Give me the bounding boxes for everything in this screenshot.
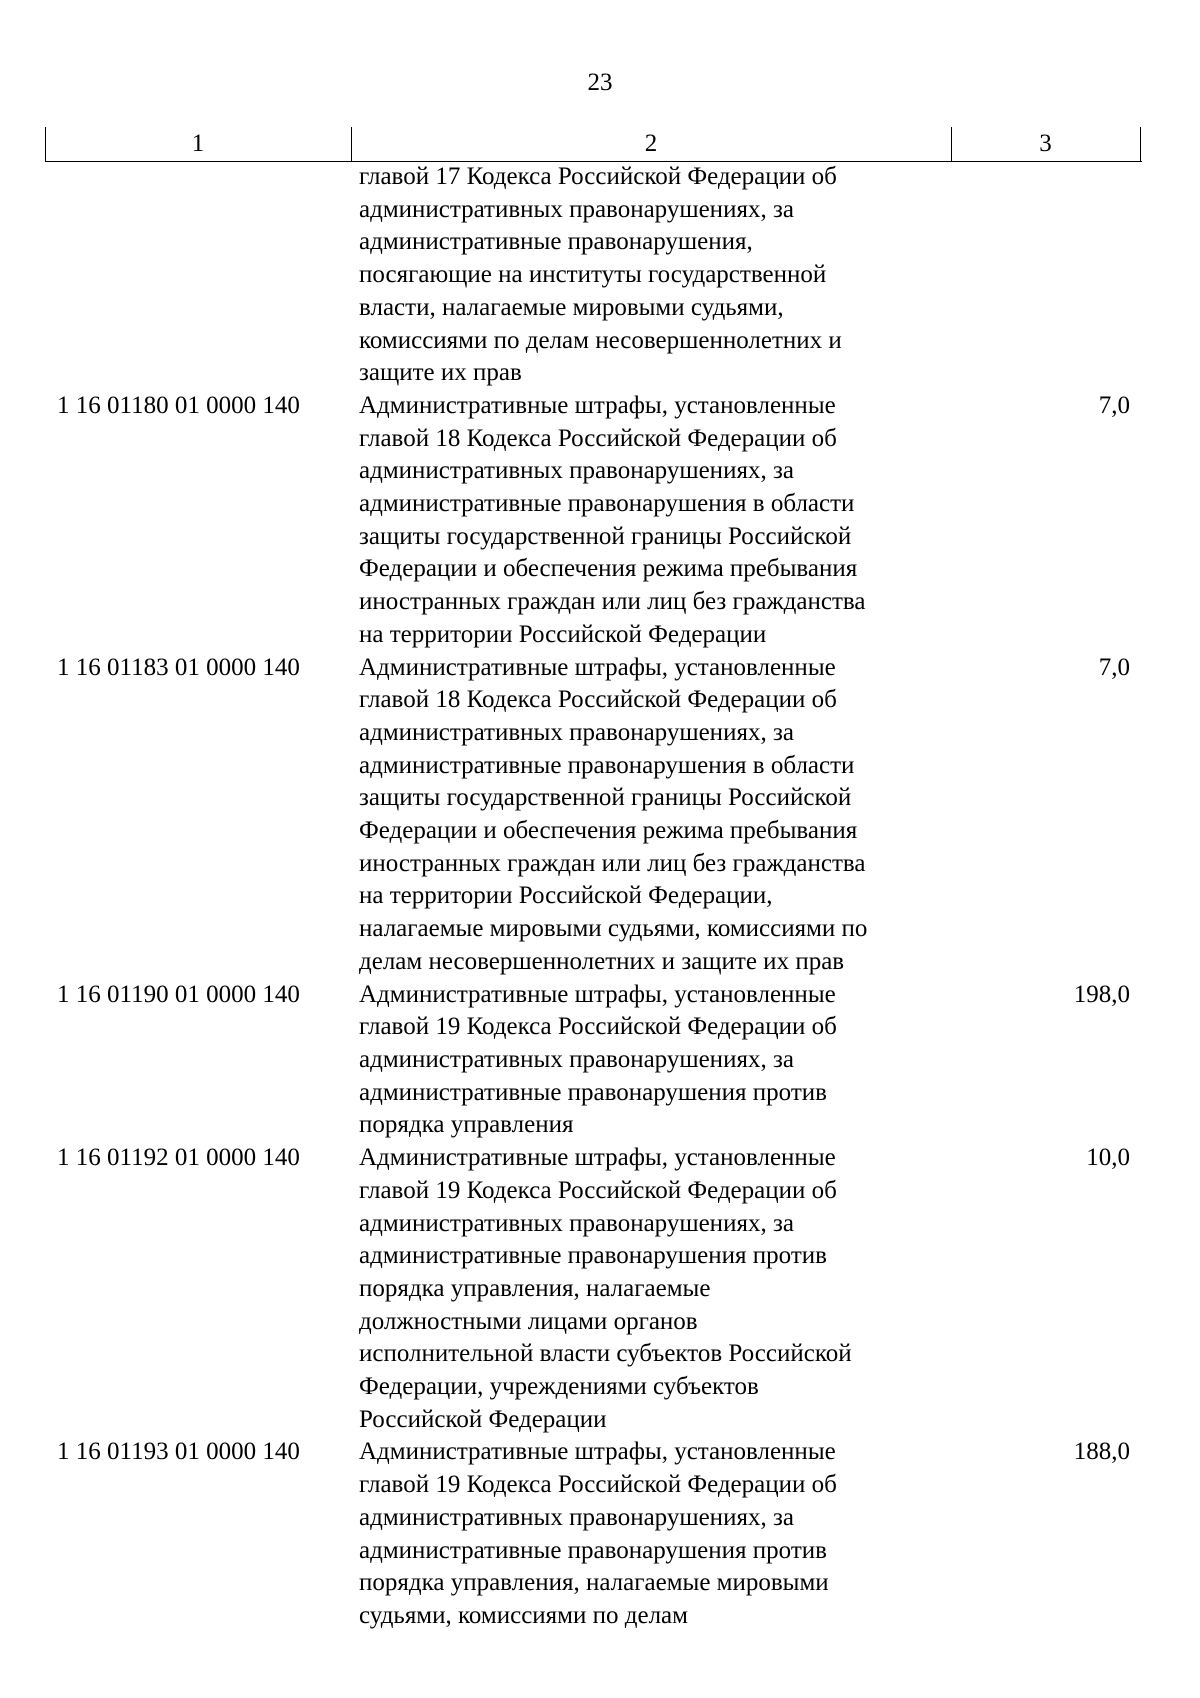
description-line: Российской Федерации	[359, 1405, 607, 1433]
row-value: 198,0	[1073, 980, 1130, 1008]
description-line: на территории Российской Федерации,	[359, 882, 773, 910]
description-line: административных правонарушениях, за	[359, 1209, 794, 1237]
description-line: главой 18 Кодекса Российской Федерации об	[359, 686, 837, 714]
description-line: комиссиями по делам несовершеннолетних и	[359, 326, 842, 354]
row-code: 1 16 01193 01 0000 140	[57, 1438, 300, 1466]
row-code: 1 16 01180 01 0000 140	[57, 391, 300, 419]
description-line: защиты государственной границы Российской	[359, 784, 852, 812]
description-line: защиты государственной границы Российской	[359, 522, 852, 550]
description-line: главой 19 Кодекса Российской Федерации об	[359, 1013, 837, 1041]
description-line: административных правонарушениях, за	[359, 1503, 794, 1531]
description-line: иностранных граждан или лиц без гражданства	[359, 588, 866, 616]
description-line: административных правонарушениях, за	[359, 457, 794, 485]
description-line: административные правонарушения против	[359, 1536, 827, 1564]
row-description	[359, 652, 959, 979]
description-line: главой 18 Кодекса Российской Федерации об	[359, 424, 837, 452]
header-col-1: 1	[191, 130, 205, 157]
row-value: 7,0	[1098, 653, 1130, 681]
table-row	[0, 390, 1200, 652]
description-line: Административные штрафы, установленные	[359, 1144, 836, 1172]
table-row	[0, 1436, 1200, 1632]
description-line: Федерации и обеспечения режима пребывания	[359, 555, 858, 583]
row-description	[359, 979, 959, 1143]
table-row	[0, 652, 1200, 979]
row-value: 188,0	[1073, 1438, 1130, 1466]
row-description	[359, 1436, 959, 1632]
description-line: административных правонарушениях, за	[359, 195, 794, 223]
description-line: Федерации, учреждениями субъектов	[359, 1373, 759, 1401]
description-line: порядка управления, налагаемые мировыми	[359, 1569, 829, 1597]
row-description	[359, 390, 959, 652]
description-line: главой 17 Кодекса Российской Федерации об	[359, 163, 837, 190]
row-code: 1 16 01190 01 0000 140	[57, 980, 300, 1008]
description-line: судьями, комиссиями по делам	[359, 1601, 688, 1629]
row-description	[359, 161, 959, 390]
description-line: административных правонарушениях, за	[359, 1045, 794, 1073]
description-line: власти, налагаемые мировыми судьями,	[359, 293, 784, 321]
table-row	[0, 161, 1200, 390]
page-number: 23	[587, 69, 613, 96]
description-line: исполнительной власти субъектов Российской	[359, 1340, 852, 1368]
description-line: главой 19 Кодекса Российской Федерации об	[359, 1471, 837, 1499]
header-col-3: 3	[1039, 130, 1052, 157]
description-line: административные правонарушения в области	[359, 751, 855, 779]
row-code: 1 16 01192 01 0000 140	[57, 1144, 300, 1172]
description-line: Административные штрафы, установленные	[359, 391, 836, 419]
description-line: главой 19 Кодекса Российской Федерации об	[359, 1176, 837, 1204]
table-body	[0, 161, 1200, 1633]
description-line: защите их прав	[359, 359, 522, 387]
row-value: 10,0	[1086, 1144, 1130, 1172]
description-line: налагаемые мировыми судьями, комиссиями по	[359, 915, 868, 943]
header-col-2: 2	[644, 130, 658, 157]
description-line: Административные штрафы, установленные	[359, 1438, 836, 1466]
description-line: Федерации и обеспечения режима пребывания	[359, 817, 858, 845]
description-line: административные правонарушения,	[359, 228, 753, 256]
description-line: делам несовершеннолетних и защите их прав	[359, 947, 845, 975]
row-code: 1 16 01183 01 0000 140	[57, 653, 300, 681]
description-line: посягающие на институты государственной	[359, 261, 827, 289]
description-line: административные правонарушения в области	[359, 490, 855, 518]
description-line: на территории Российской Федерации	[359, 620, 767, 648]
description-line: порядка управления, налагаемые	[359, 1274, 711, 1302]
description-line: административные правонарушения против	[359, 1242, 827, 1270]
description-line: административных правонарушениях, за	[359, 718, 794, 746]
row-description	[359, 1142, 959, 1436]
header-divider	[1140, 127, 1141, 161]
table-row	[0, 979, 1200, 1143]
table-row	[0, 1142, 1200, 1436]
table-header	[45, 127, 1142, 162]
description-line: порядка управления	[359, 1111, 574, 1139]
description-line: Административные штрафы, установленные	[359, 980, 836, 1008]
description-line: Административные штрафы, установленные	[359, 653, 836, 681]
description-line: административные правонарушения против	[359, 1078, 827, 1106]
row-value: 7,0	[1098, 391, 1130, 419]
description-line: должностными лицами органов	[359, 1307, 698, 1335]
description-line: иностранных граждан или лиц без гражданства	[359, 849, 866, 877]
